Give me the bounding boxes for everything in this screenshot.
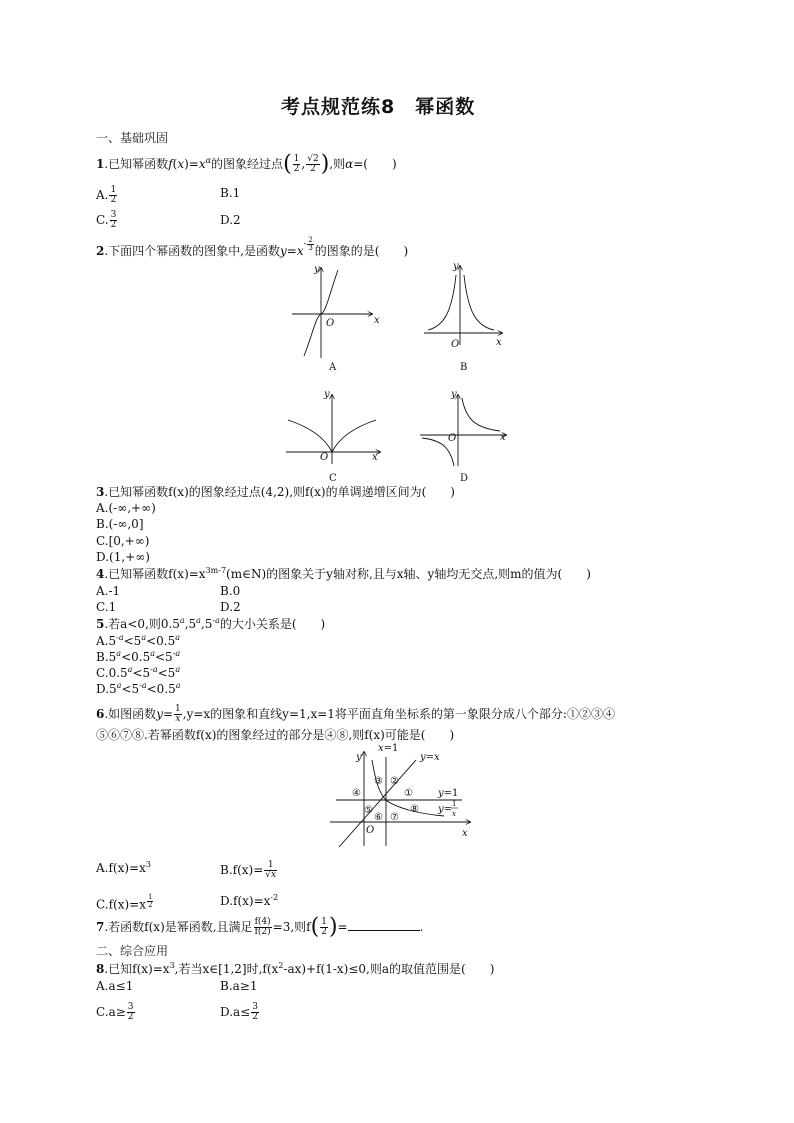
label-yinv-num: 1 [452,800,457,808]
axis-x-label: x [374,315,380,326]
label-yinv: y= [438,804,453,815]
svg-text:O: O [320,452,329,463]
svg-text:x: x [452,810,456,818]
label-x1: x=1 [378,743,399,754]
region-2: ② [390,776,399,787]
option-d: D.a≤ $\frac{3}{2}$ [220,1002,258,1022]
question-1-stem: 1.已知幂函数$f(x)=x^\alpha$的图象经过点( $\frac{1}{2}$ , $\frac{√2}{2}$ ),则α=( ) [96,151,397,177]
option-d: D.2 [220,600,241,614]
option-a: A. $\frac{1}{2}$ [96,185,117,205]
question-number: 1 [96,157,105,171]
svg-text:x: x [500,432,506,443]
line-y-x [339,760,416,847]
option-a: $A.5^{-a}<5^a<0.5^a$ [96,633,181,648]
option-b: B.(-∞,0] [96,517,144,531]
option-c: C.f(x)=x $^{\frac{1}{2}}$ [96,893,153,912]
option-b: B.f(x)= $\frac{1}{√x}$ [220,860,277,880]
svg-text:y: y [451,389,457,400]
option-c: $C.0.5^a<5^{-a}<5^a$ [96,665,181,680]
label-y1: y=1 [438,788,459,799]
option-d: D.2 [220,213,241,227]
axis-y-label: y [356,752,362,763]
question-4-stem: 4.已知幂函数$f(x)=x^{3m-7}(m\in N)$的图象关于y轴对称,且与x轴、y轴均无交点,则m的值为( ) [96,566,591,581]
axis-x-label: x [462,828,468,839]
option-b: B.a≥1 [220,979,258,993]
graph-label-d: D [460,473,469,484]
svg-text:x: x [496,337,502,348]
option-b: $B.5^a<0.5^a<5^{-a}$ [96,649,181,664]
question-8-stem: 8.已知$f(x)=x^3$,若当x∈[1,2]时$,f(x^2-ax)+f(1-x)\le 0$,则a的取值范围是( ) [96,961,495,976]
svg-text:y: y [453,261,459,272]
graph-label-c: C [329,473,337,484]
option-a: A.-1 [96,584,121,598]
section-heading-1: 一、基础巩固 [96,131,169,145]
axis-y-label: y [314,264,320,275]
region-5: ⑤ [364,805,373,816]
page-title: 考点规范练8 幂函数 [281,96,476,118]
question-number: 2 [96,244,105,258]
option-c: C.a≥ $\frac{3}{2}$ [96,1002,134,1022]
option-b: B.1 [220,186,241,200]
option-d: $D.f(x)=x^{-2}$ [220,893,279,908]
question-3-stem: 3.已知幂函数f(x)的图象经过点(4,2),则f(x)的单调递增区间为( ) [96,485,455,499]
region-7: ⑦ [390,812,399,823]
graph-label-a: A [329,362,337,373]
region-4: ④ [352,788,361,799]
region-8: ⑧ [410,804,419,815]
option-b: B.0 [220,584,241,598]
question-6-stem-line2: ⑤⑥⑦⑧.若幂函数f(x)的图象经过的部分是④⑧,则f(x)可能是( ) [96,728,455,742]
question-6-stem-line1: 6.如图函数y= $\frac{1}{x}$ ,y=x的图象和直线y=1,x=1将平面直角坐标系的第一象限分成八个部分:①②③④ [96,704,615,724]
region-6: ⑥ [374,812,383,823]
region-3: ③ [374,776,383,787]
option-a: $A.f(x)=x^3$ [96,860,151,875]
option-c: C.1 [96,600,117,614]
graph-label-b: B [460,362,468,373]
point-y-fraction: $\frac{√2}{2}$ [307,154,319,174]
answer-blank[interactable] [348,920,420,931]
section-heading-2: 二、综合应用 [96,944,169,958]
option-c: C.[0,+∞) [96,534,150,548]
question-5-stem: 5.若a<0,则$0.5^a,5^a,5^{-a}$的大小关系是( ) [96,616,326,631]
svg-text:y: y [324,389,330,400]
option-a: A.(-∞,+∞) [96,501,156,515]
option-d: D.(1,+∞) [96,550,150,564]
option-d: $D.5^a<5^{-a}<0.5^a$ [96,681,181,696]
option-a: A.a≤1 [96,979,134,993]
origin-label: O [326,318,335,329]
label-yx: y=x [420,752,440,763]
svg-text:x: x [372,452,378,463]
svg-text:O: O [451,339,460,350]
origin-label: O [366,825,375,836]
question-2-stem: 2.下面四个幂函数的图象中,是函数$y=x^{- \frac{2}{3}}$ 的图象的是( ) [96,235,409,258]
point-x-fraction: $\frac{1}{2}$ [293,154,300,174]
option-c: C. $\frac{3}{2}$ [96,210,117,230]
region-1: ① [404,788,413,799]
svg-text:O: O [448,433,457,444]
question-7-stem: 7.若函数f(x)是幂函数,且满足 $\frac{f(4)}{f(2)}$ =3,则f( $\frac{1}{2}$ )= . [96,914,424,940]
